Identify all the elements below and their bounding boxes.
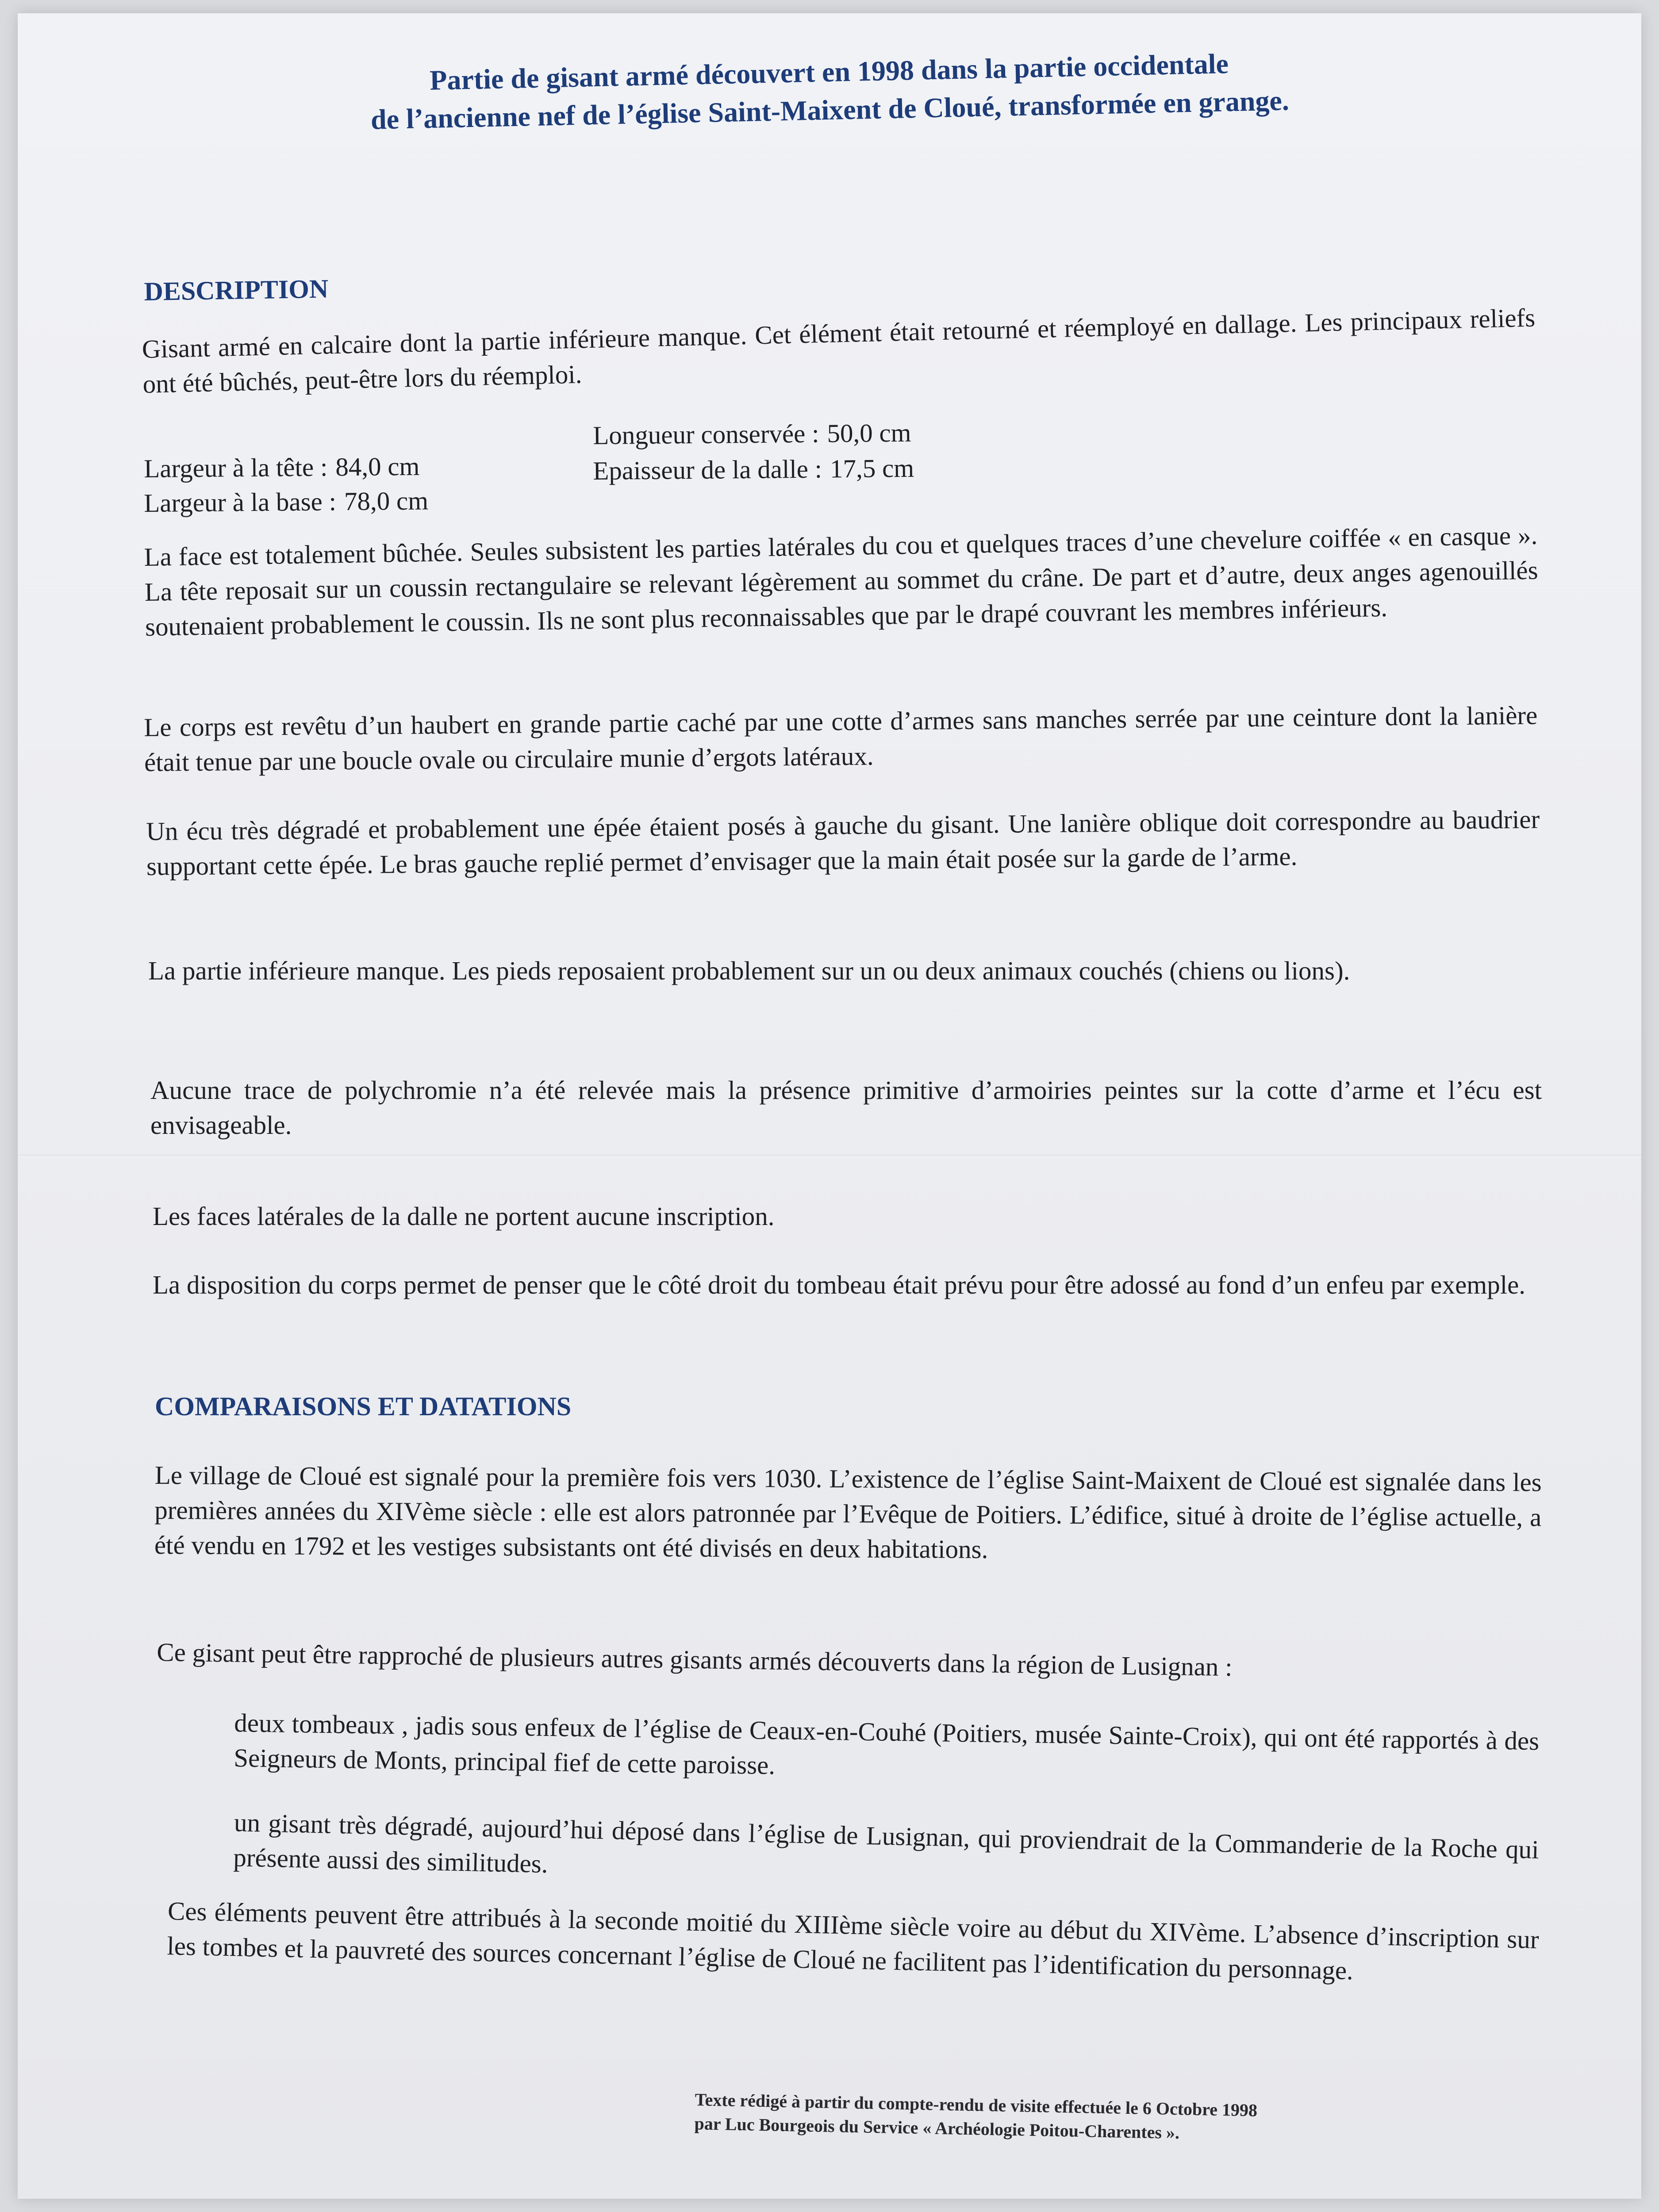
description-paragraph: La partie inférieure manque. Les pieds reposaient probablement sur un ou deux animaux couchés (chiens ou lions). (148, 956, 1350, 985)
dimension-longueur (593, 415, 911, 453)
dimension-value: 17,5 cm (830, 453, 914, 484)
dimension-label: Largeur à la base : (144, 487, 337, 518)
comparaisons-list-item: un gisant très dégradé, aujourd’hui déposé dans l’église de Lusignan, qui proviendrait de la Commanderie de la Roche qui présente aussi des similitudes. (233, 1807, 1540, 1878)
footer-credit (694, 2088, 1425, 2150)
document-title (17, 36, 1642, 146)
description-paragraph: Les faces latérales de la dalle ne portent aucune inscription. (153, 1202, 775, 1231)
dimension-value: 78,0 cm (344, 486, 429, 516)
comparaisons-paragraph: Ce gisant peut être rapproché de plusieurs autres gisants armés découverts dans la région de Lusignan : (156, 1637, 1233, 1682)
paper-fold (18, 1155, 1641, 1157)
description-intro: Gisant armé en calcaire dont la partie inférieure manque. Cet élément était retourné et réemployé en dallage. Les principaux reliefs ont été bûchés, peut-être lors du réemploi. (142, 303, 1536, 399)
footer-line-2: par Luc Bourgeois du Service « Archéologie Poitou-Charentes ». (694, 2113, 1180, 2143)
title-line-1: Partie de gisant armé découvert en 1998 dans la partie occidentale (429, 48, 1229, 96)
description-paragraph: Un écu très dégradé et probablement une épée étaient posés à gauche du gisant. Une lanière oblique doit correspondre au baudrier supportant cette épée. Le bras gauche replié permet d’envisager que la main était posée sur la garde de l’arme. (146, 804, 1540, 881)
dimension-label: Largeur à la tête : (144, 452, 328, 483)
comparaisons-heading: COMPARAISONS ET DATATIONS (155, 1392, 572, 1421)
dimension-label: Longueur conservée : (593, 419, 819, 450)
description-paragraph: La face est totalement bûchée. Seules subsistent les parties latérales du cou et quelques traces d’une chevelure coiffée « en casque ». La tête reposait sur un coussin rectangulaire se relevant légèrement au sommet du crâne. De part et d’autre, deux anges agenouillés soutenaient probablement le coussin. Ils ne sont plus reconnaissables que par le drapé couvrant les membres inférieurs. (144, 520, 1538, 641)
title-line-2: de l’ancienne nef de l’église Saint-Maixent de Cloué, transformée en grange. (370, 84, 1290, 135)
description-paragraph: La disposition du corps permet de penser que le côté droit du tombeau était prévu pour être adossé au fond d’un enfeu par exemple. (153, 1270, 1526, 1299)
comparaisons-list-item: deux tombeaux , jadis sous enfeux de l’église de Ceaux-en-Couhé (Poitiers, musée Sainte-Croix), qui ont été rapportés à des Seigneurs de Monts, principal fief de cette paroisse. (233, 1708, 1540, 1780)
footer-line-1: Texte rédigé à partir du compte-rendu de visite effectuée le 6 Octobre 1998 (695, 2089, 1258, 2120)
dimension-epaisseur (593, 451, 914, 488)
description-heading: DESCRIPTION (144, 274, 329, 306)
dimension-value: 84,0 cm (335, 451, 420, 482)
dimension-largeur-base (144, 483, 428, 521)
dimension-largeur-tete (144, 449, 420, 486)
document-sheet (18, 13, 1641, 2199)
description-paragraph: Le corps est revêtu d’un haubert en grande partie caché par une cotte d’armes sans manches serrée par une ceinture dont la lanière était tenue par une boucle ovale ou circulaire munie d’ergots latéraux. (144, 700, 1538, 777)
dimension-label: Epaisseur de la dalle : (593, 454, 822, 485)
description-paragraph: Aucune trace de polychromie n’a été relevée mais la présence primitive d’armoiries peintes sur la cotte d’arme et l’écu est envisageable. (150, 1075, 1542, 1140)
comparaisons-paragraph: Ces éléments peuvent être attribués à la seconde moitié du XIIIème siècle voire au début du XIVème. L’absence d’inscription sur les tombes et la pauvreté des sources concernant l’église de Cloué ne facilitent pas l’identification du personnage. (166, 1896, 1540, 1985)
dimension-value: 50,0 cm (827, 418, 911, 448)
comparaisons-paragraph: Le village de Cloué est signalé pour la première fois vers 1030. L’existence de l’église Saint-Maixent de Cloué est signalée dans les premières années du XIVème siècle : elle est alors patronnée par l’Evêque de Poitiers. L’édifice, situé à droite de l’église actuelle, a été vendu en 1792 et les vestiges subsistants ont été divisés en deux habitations. (154, 1460, 1542, 1564)
